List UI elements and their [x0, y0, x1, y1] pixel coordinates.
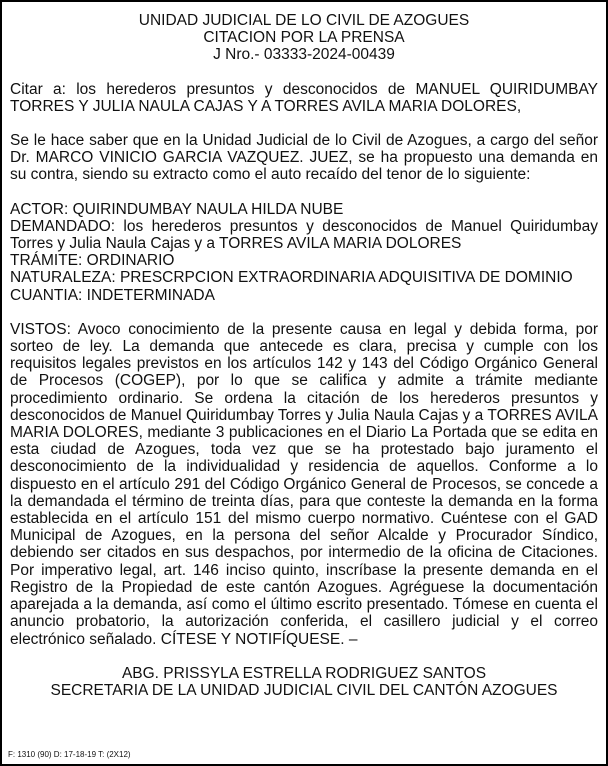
- demandado-line: DEMANDADO: los herederos presuntos y desconocidos de Manuel Quiridumbay Torres y Julia Naula Cajas y a TORRES AVILA MARIA DOLORES: [10, 217, 598, 253]
- notice-body: [10, 12, 598, 699]
- naturaleza-line: NATURALEZA: PRESCRPCION EXTRAORDINARIA ADQUISITIVA DE DOMINIO: [10, 269, 573, 287]
- cuantia-line: CUANTIA: INDETERMINADA: [10, 286, 215, 304]
- notice-paragraph: Se le hace saber que en la Unidad Judicial de lo Civil de Azogues, a cargo del señor Dr. MARCO VINICIO GARCIA VAZQUEZ. JUEZ, se ha propuesto una demanda en su contra, siendo su extracto como el auto recaído del tenor de lo siguiente:: [10, 132, 598, 184]
- case-number: J Nro.- 03333-2024-00439: [213, 46, 395, 64]
- publication-footer: F: 1310 (90) D: 17-18-19 T: (2X12): [8, 750, 131, 759]
- court-name: UNIDAD JUDICIAL DE LO CIVIL DE AZOGUES: [138, 12, 470, 29]
- notice-type: CITACION POR LA PRENSA: [203, 29, 405, 47]
- notice-header: [10, 12, 598, 64]
- signer-name: ABG. PRISSYLA ESTRELLA RODRIGUEZ SANTOS: [121, 664, 487, 682]
- actor-line: ACTOR: QUIRINDUMBAY NAULA HILDA NUBE: [10, 200, 344, 218]
- tramite-line: TRÁMITE: ORDINARIO: [10, 252, 175, 270]
- case-details: [10, 201, 598, 304]
- vistos-paragraph: VISTOS: Avoco conocimiento de la presente causa en legal y debida forma, por sorteo de ley. La demanda que antecede es clara, precisa y cumple con los requisitos legales previstos en los artículos 142 y 143 del Código Orgánico General de Procesos (COGEP), por lo que se califica y admite a trámite mediante procedimiento ordinario. Se ordena la citación de los herederos presuntos y desconocidos de Manuel Quiridumbay Torres y Julia Naula Cajas y a TORRES AVILA MARIA DOLORES, mediante 3 publicaciones en el Diario La Portada que se edita en esta ciudad de Azogues, toda vez que se ha protestado bajo juramento el desconocimiento de la individualidad y residencia de aquellos. Conforme a lo dispuesto en el artículo 291 del Código Orgánico General de Procesos, se concede a la demandada el término de treinta días, para que conteste la demanda en la forma establecida en el artículo 151 del mismo cuerpo normativo. Cuéntese con el GAD Municipal de Azogues, en la persona del señor Alcalde y Procurador Síndico, debiendo ser citados en sus despachos, por intermedio de la oficina de Citaciones. Por imperativo legal, art. 146 inciso quinto, inscríbase la presente demanda en el Registro de la Propiedad de este cantón Azogues. Agréguese la documentación aparejada a la demanda, así como el último escrito presentado. Tómese en cuenta el anuncio probatorio, la autorización conferida, el casillero judicial y el correo electrónico señalado. CÍTESE Y NOTIFÍQUESE. –: [10, 320, 598, 648]
- citation-paragraph: Citar a: los herederos presuntos y desconocidos de MANUEL QUIRIDUMBAY TORRES Y JULIA NAULA CAJAS Y A TORRES AVILA MARIA DOLORES,: [10, 80, 598, 115]
- signature-block: [10, 665, 598, 699]
- signer-title: SECRETARIA DE LA UNIDAD JUDICIAL CIVIL DEL CANTÓN AZOGUES: [50, 681, 558, 699]
